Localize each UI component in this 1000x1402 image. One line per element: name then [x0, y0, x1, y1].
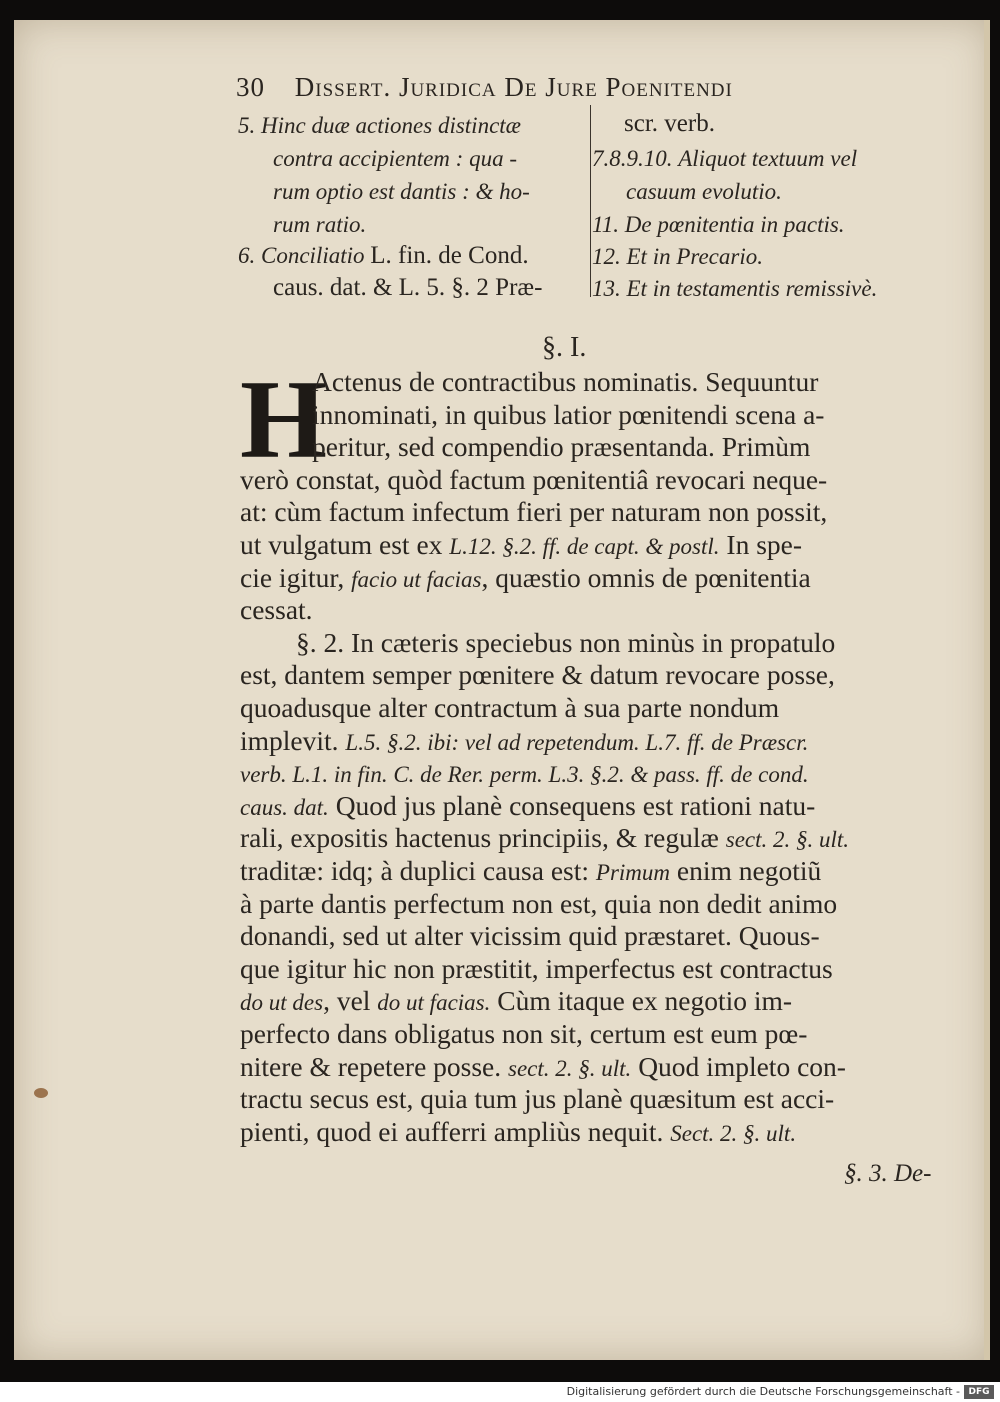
body-line	[240, 464, 827, 496]
body-line	[240, 1018, 807, 1050]
ink-stain	[34, 1088, 48, 1098]
body-line	[240, 496, 827, 528]
summary-left-1: contra accipientem : qua -	[273, 146, 517, 171]
body-text: rali, expositis hactenus principiis, & regulæ	[240, 822, 726, 854]
body-line	[240, 822, 849, 856]
summary-right-2: casuum evolutio.	[626, 179, 782, 204]
citation-text: facio ut facias	[351, 566, 482, 592]
body-line	[240, 692, 779, 724]
body-line	[240, 790, 815, 824]
page-number: 30	[236, 72, 265, 102]
body-text: enim negotiũ	[670, 855, 822, 886]
body-text: perfecto dans obligatus non sit, certum est eum pœ-	[240, 1018, 808, 1049]
footer-bar	[0, 1382, 1000, 1402]
citation-text: L.5. §.2. ibi: vel ad repetendum. L.7. ff. de Præscr.	[345, 729, 809, 755]
body-text: , vel	[323, 985, 378, 1017]
body-line	[240, 725, 808, 759]
drop-cap: H	[240, 358, 328, 482]
citation-text: L.12. §.2. ff. de capt. & postl.	[449, 534, 720, 559]
citation-text: sect. 2. §. ult.	[508, 1055, 632, 1081]
body-text: verò constat, quòd factum pœnitentiâ revocari neque-	[240, 463, 828, 495]
body-text: tractu secus est, quia tum jus planè quæsitum est acci-	[240, 1083, 835, 1115]
body-line	[240, 888, 837, 920]
body-text: est, dantem semper pœnitere & datum revocare posse,	[240, 659, 835, 691]
section-title: §. I.	[542, 332, 587, 363]
dfg-logo: DFG	[964, 1385, 994, 1399]
page-edge	[984, 20, 990, 1360]
body-text: donandi, sed ut alter vicissim quid præstaret. Quous-	[240, 920, 820, 952]
summary-left-2: rum optio est dantis : & ho-	[273, 179, 530, 204]
body-text: innominati, in quibus latior pœnitendi scena a-	[312, 398, 825, 430]
body-text: cessat.	[240, 594, 313, 626]
body-text: nitere & repetere posse.	[240, 1050, 509, 1082]
body-line	[312, 399, 824, 431]
body-line	[240, 953, 833, 985]
citation-text: verb. L.1. in fin. C. de Rer. perm. L.3. §.2. & pass. ff. de cond.	[240, 762, 809, 788]
body-text: §. 2. In cæteris speciebus non minùs in propatulo	[296, 626, 836, 658]
summary-left-3: rum ratio.	[273, 212, 367, 237]
summary-right-1: 7.8.9.10. Aliquot textuum vel	[592, 146, 858, 171]
body-text: Quod jus planè consequens est rationi natu-	[328, 789, 816, 821]
body-text: implevit.	[240, 724, 346, 756]
body-text: In spe-	[719, 529, 803, 560]
citation-text: do ut facias.	[377, 990, 491, 1016]
body-text: , quæstio omnis de pœnitentia	[481, 561, 811, 593]
citation-text: do ut des	[240, 990, 324, 1016]
running-head-title: Dissert. Juridica De Jure Poenitendi	[294, 72, 733, 102]
summary-left-4: 6. Conciliatio L. fin. de Cond.	[238, 242, 529, 269]
body-line	[240, 1051, 846, 1085]
body-line	[240, 1116, 796, 1150]
body-line	[312, 431, 810, 463]
body-text: cie igitur,	[240, 561, 352, 593]
summary-left-0: 5. Hinc duæ actiones distinctæ	[238, 113, 522, 138]
book-page	[14, 20, 990, 1360]
body-text: à parte dantis perfectum non est, quia non dedit animo	[240, 887, 838, 919]
body-text: Actenus de contractibus nominatis. Sequuntur	[312, 366, 819, 397]
body-line	[240, 985, 792, 1019]
body-line	[240, 594, 313, 626]
catchword: §. 3. De-	[844, 1160, 932, 1187]
citation-text: sect. 2. §. ult.	[725, 827, 850, 853]
body-line	[240, 562, 811, 596]
summary-right-0: scr. verb.	[624, 110, 715, 137]
body-line	[240, 529, 802, 563]
citation-text: caus. dat.	[240, 794, 329, 820]
body-line	[312, 366, 818, 398]
body-line	[240, 659, 835, 691]
summary-right-4: 12. Et in Precario.	[592, 244, 763, 269]
body-text: Quod impleto con-	[631, 1050, 846, 1082]
summary-divider	[590, 105, 591, 297]
citation-text: Primum	[595, 860, 671, 885]
summary-left-5: caus. dat. & L. 5. §. 2 Præ-	[273, 274, 543, 301]
body-text: traditæ: idq; à duplici causa est:	[240, 855, 596, 886]
body-line	[240, 855, 821, 889]
body-text: ut vulgatum est ex	[240, 529, 450, 560]
summary-right-3: 11. De pœnitentia in pactis.	[592, 212, 845, 237]
body-line	[240, 1083, 834, 1115]
body-text: Cùm itaque ex negotio im-	[490, 985, 793, 1017]
body-text: que igitur hic non præstitit, imperfectus est contractus	[240, 952, 833, 984]
body-text: at: cùm factum infectum fieri per naturam non possit,	[240, 496, 828, 528]
body-line	[240, 757, 809, 791]
running-header	[236, 72, 866, 103]
summary-right-5: 13. Et in testamentis remissivè.	[592, 276, 878, 301]
body-line	[296, 627, 835, 659]
citation-text: Sect. 2. §. ult.	[670, 1120, 797, 1146]
body-text: quoadusque alter contractum à sua parte nondum	[240, 692, 780, 723]
body-line	[240, 920, 820, 952]
body-text: peritur, sed compendio præsentanda. Primùm	[312, 431, 811, 463]
body-text: pienti, quod ei aufferri ampliùs nequit.	[240, 1115, 671, 1147]
footer-credit: Digitalisierung gefördert durch die Deutsche Forschungsgemeinschaft -	[566, 1385, 960, 1398]
